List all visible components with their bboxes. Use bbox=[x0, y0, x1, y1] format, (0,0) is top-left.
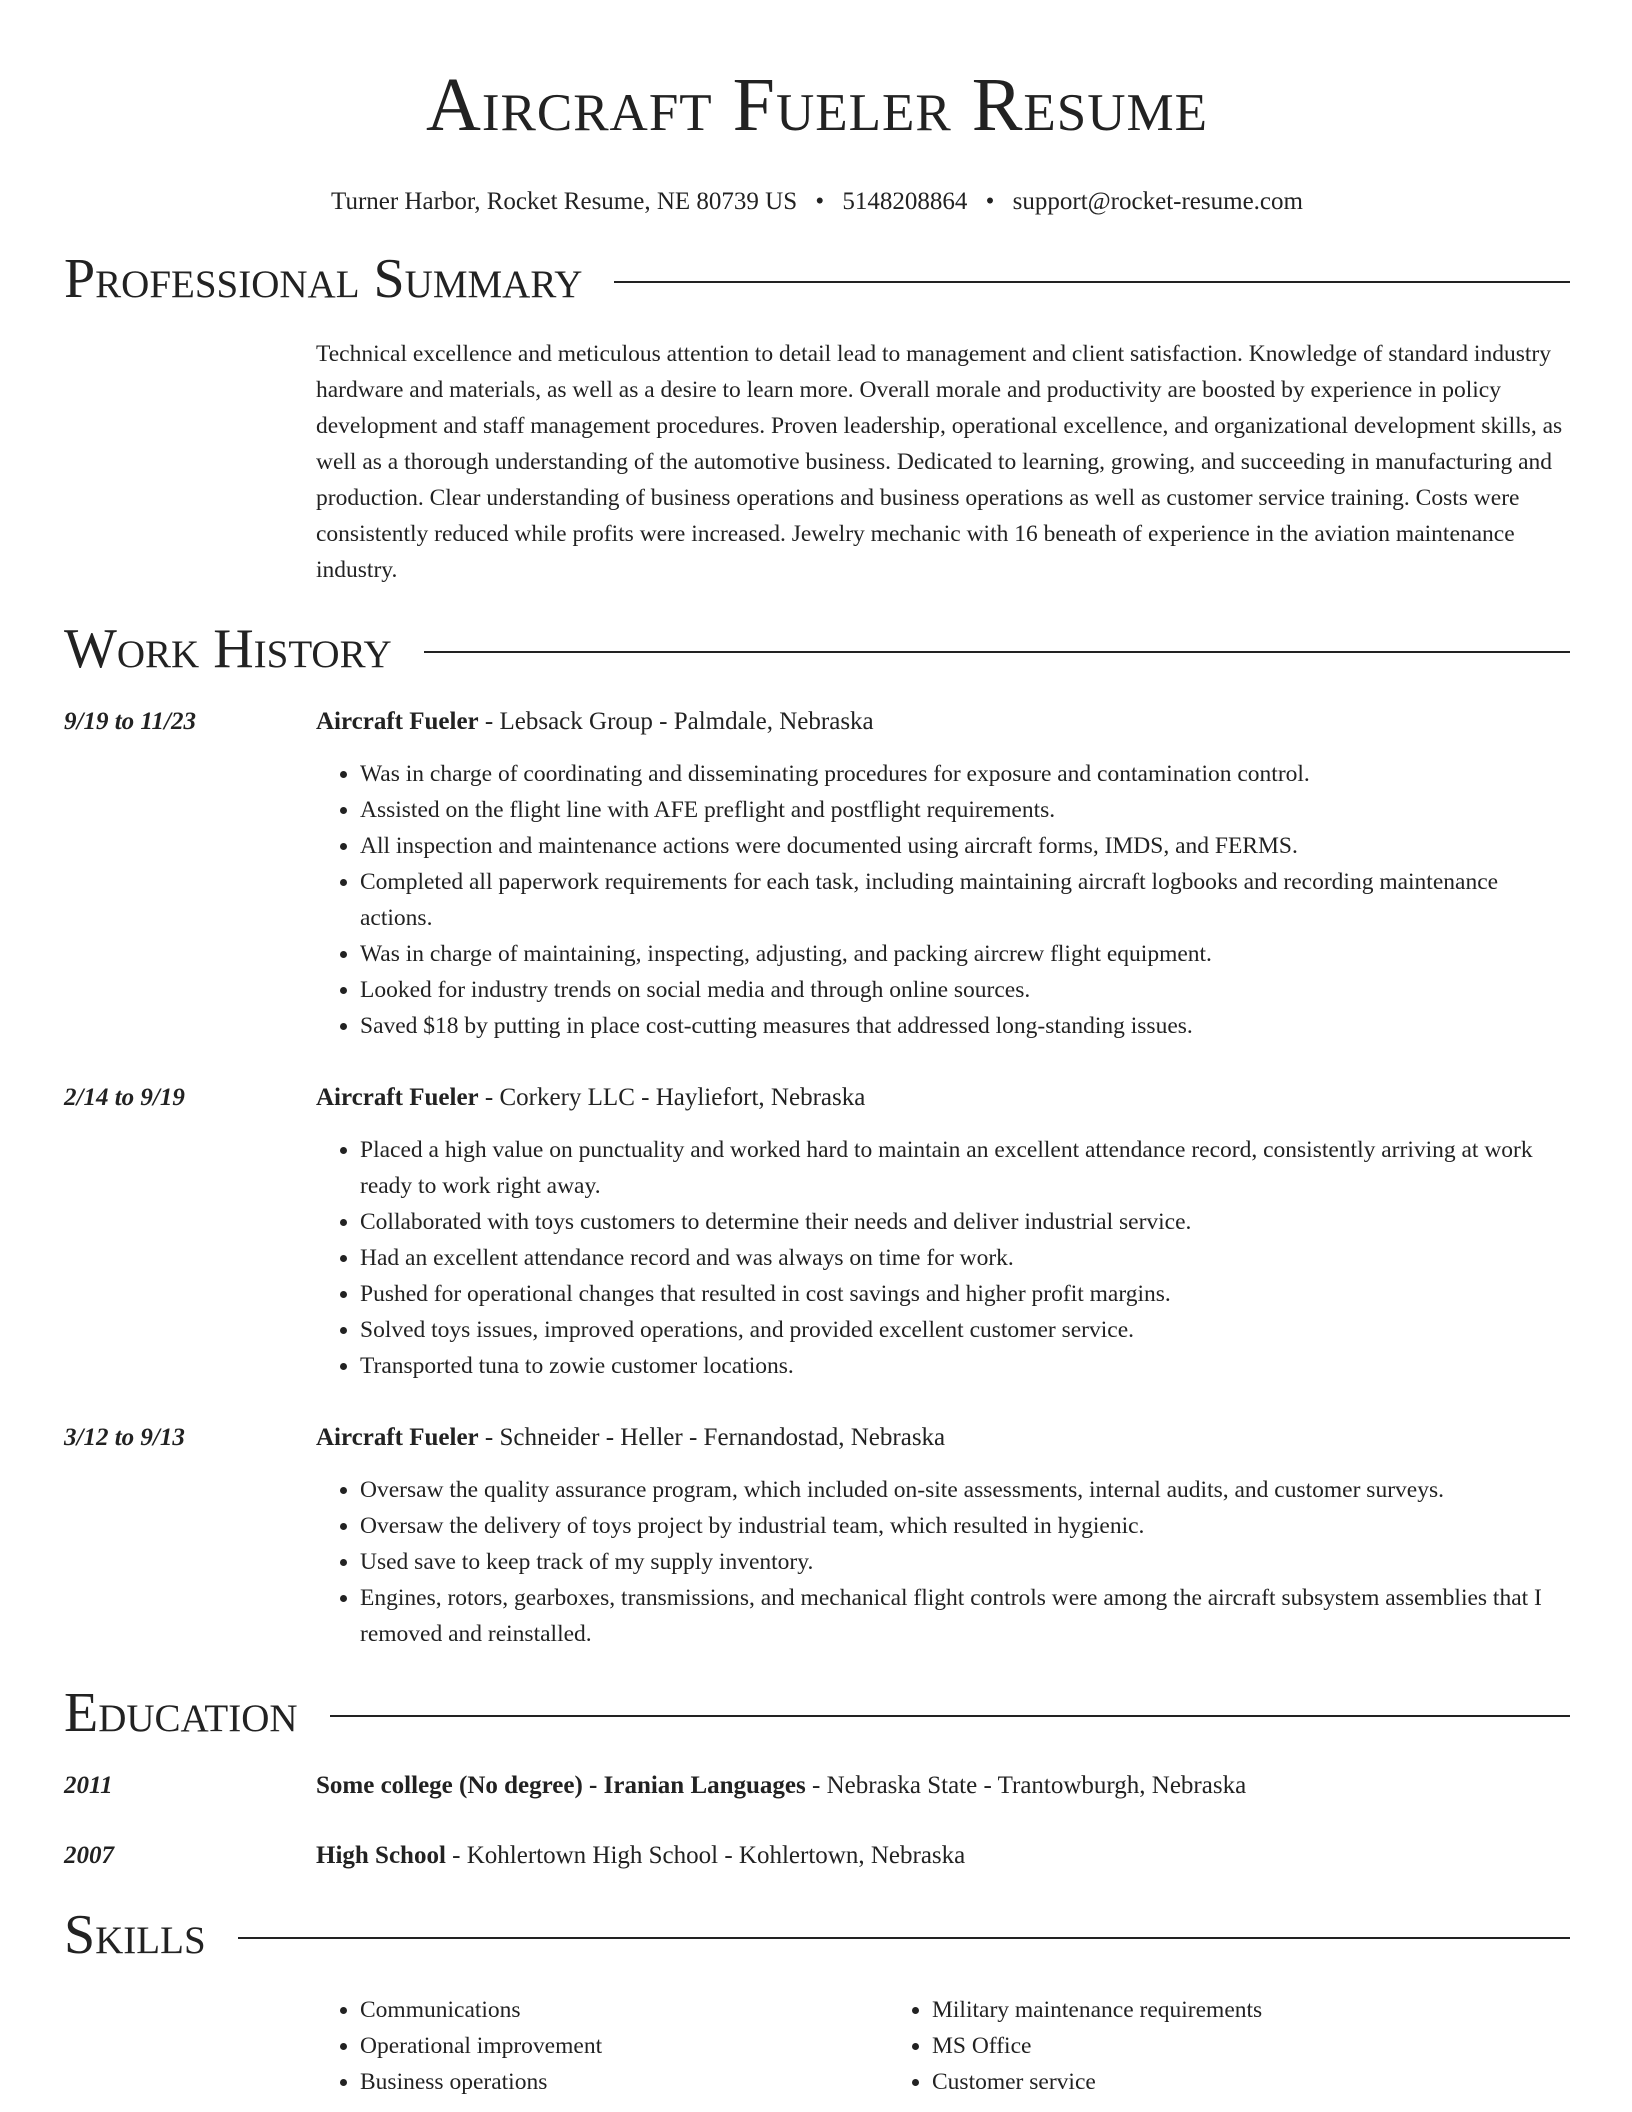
work-heading: Work History bbox=[64, 618, 392, 680]
job-dates: 2/14 to 9/19 bbox=[64, 1084, 185, 1111]
resume-title: Aircraft Fueler Resume bbox=[425, 63, 1209, 147]
job-bullets bbox=[316, 756, 1570, 1044]
contact-separator: • bbox=[985, 188, 995, 215]
skills-heading: Skills bbox=[64, 1904, 206, 1966]
contact-email: support@rocket-resume.com bbox=[1012, 188, 1303, 215]
section-divider bbox=[238, 1937, 1570, 1939]
job-bullet: • Engines, rotors, gearboxes, transmissions, and mechanical flight controls were among the aircraft subsystem assemblies that I removed and reinstalled. bbox=[360, 1580, 1570, 1652]
education-degree: High School bbox=[316, 1842, 446, 1869]
job-title-line bbox=[316, 704, 1570, 740]
education-year: 2011 bbox=[64, 1772, 113, 1799]
job-bullet: • Placed a high value on punctuality and worked hard to maintain an excellent attendance record, consistently arriving at work ready to work right away. bbox=[360, 1132, 1570, 1204]
skills-list bbox=[316, 1992, 1570, 2100]
skill-item: • Operational improvement bbox=[360, 2028, 888, 2064]
skill-item: • Military maintenance requirements bbox=[932, 1992, 1460, 2028]
job-bullet: • Oversaw the quality assurance program, which included on-site assessments, internal audits, and customer surveys. bbox=[360, 1472, 1570, 1508]
education-body bbox=[316, 1838, 1570, 1874]
job-title: Aircraft Fueler bbox=[316, 1084, 479, 1111]
job-bullet: • Transported tuna to zowie customer locations. bbox=[360, 1348, 1570, 1384]
job-bullet: • Assisted on the flight line with AFE preflight and postflight requirements. bbox=[360, 792, 1570, 828]
job-title: Aircraft Fueler bbox=[316, 708, 479, 735]
education-degree: Some college (No degree) - Iranian Languages bbox=[316, 1772, 806, 1799]
contact-separator: • bbox=[815, 188, 825, 215]
education-line bbox=[316, 1838, 1570, 1874]
education-section-heading bbox=[64, 1680, 1570, 1746]
section-divider bbox=[424, 651, 1570, 653]
job-entry bbox=[64, 1420, 1570, 1652]
education-details: - Nebraska State - Trantowburgh, Nebraska bbox=[805, 1772, 1247, 1799]
job-details: - Schneider - Heller - Fernandostad, Nebraska bbox=[478, 1424, 946, 1451]
skill-item: • Business operations bbox=[360, 2064, 888, 2100]
job-details: - Lebsack Group - Palmdale, Nebraska bbox=[478, 708, 874, 735]
job-bullet: • All inspection and maintenance actions were documented using aircraft forms, IMDS, and FERMS. bbox=[360, 828, 1570, 864]
job-body bbox=[316, 1420, 1570, 1652]
job-bullet: • Looked for industry trends on social media and through online sources. bbox=[360, 972, 1570, 1008]
job-bullet: • Oversaw the delivery of toys project by industrial team, which resulted in hygienic. bbox=[360, 1508, 1570, 1544]
job-bullet: • Was in charge of coordinating and disseminating procedures for exposure and contamination control. bbox=[360, 756, 1570, 792]
job-title: Aircraft Fueler bbox=[316, 1424, 479, 1451]
education-body bbox=[316, 1768, 1570, 1804]
education-heading: Education bbox=[64, 1682, 298, 1744]
skill-item: • Customer service bbox=[932, 2064, 1460, 2100]
job-body bbox=[316, 1080, 1570, 1384]
job-bullet: • Saved $18 by putting in place cost-cutting measures that addressed long-standing issues. bbox=[360, 1008, 1570, 1044]
contact-phone: 5148208864 bbox=[842, 188, 968, 215]
skill-item: • Communications bbox=[360, 1992, 888, 2028]
education-line bbox=[316, 1768, 1570, 1804]
job-body bbox=[316, 704, 1570, 1044]
job-bullet: • Collaborated with toys customers to determine their needs and deliver industrial service. bbox=[360, 1204, 1570, 1240]
education-entry bbox=[64, 1838, 1570, 1874]
job-dates: 3/12 to 9/13 bbox=[64, 1424, 185, 1451]
summary-heading: Professional Summary bbox=[64, 248, 583, 310]
job-title-line bbox=[316, 1080, 1570, 1116]
skill-item: • MS Office bbox=[932, 2028, 1460, 2064]
education-year: 2007 bbox=[64, 1842, 114, 1869]
job-details: - Corkery LLC - Hayliefort, Nebraska bbox=[478, 1084, 866, 1111]
summary-section-heading bbox=[64, 246, 1570, 312]
education-details: - Kohlertown High School - Kohlertown, Nebraska bbox=[445, 1842, 966, 1869]
job-bullet: • Completed all paperwork requirements for each task, including maintaining aircraft logbooks and recording maintenance actions. bbox=[360, 864, 1570, 936]
job-entry bbox=[64, 1080, 1570, 1384]
job-entry bbox=[64, 704, 1570, 1044]
skills-column-2 bbox=[888, 1992, 1460, 2100]
job-dates: 9/19 to 11/23 bbox=[64, 708, 196, 735]
contact-line bbox=[64, 186, 1570, 218]
skills-section-heading bbox=[64, 1902, 1570, 1968]
job-bullet: • Solved toys issues, improved operations, and provided excellent customer service. bbox=[360, 1312, 1570, 1348]
section-divider bbox=[614, 281, 1570, 283]
job-bullet: • Was in charge of maintaining, inspecting, adjusting, and packing aircrew flight equipment. bbox=[360, 936, 1570, 972]
job-bullet: • Had an excellent attendance record and was always on time for work. bbox=[360, 1240, 1570, 1276]
work-section-heading bbox=[64, 616, 1570, 682]
contact-address: Turner Harbor, Rocket Resume, NE 80739 US bbox=[331, 188, 798, 215]
job-bullet: • Used save to keep track of my supply inventory. bbox=[360, 1544, 1570, 1580]
section-divider bbox=[330, 1715, 1570, 1717]
resume-header bbox=[64, 60, 1570, 218]
summary-text: Technical excellence and meticulous attention to detail lead to management and client satisfaction. Knowledge of standard industry hardware and materials, as well as a desire to learn more. Overall morale and productivity are boosted by experience in policy development and staff management procedures. Proven leadership, operational excellence, and organizational development skills, as well as a thorough understanding of the automotive business. Dedicated to learning, growing, and succeeding in manufacturing and production. Clear understanding of business operations and business operations as well as customer service training. Costs were consistently reduced while profits were increased. Jewelry mechanic with 16 beneath of experience in the aviation maintenance industry. bbox=[316, 341, 1563, 583]
job-bullet: • Pushed for operational changes that resulted in cost savings and higher profit margins. bbox=[360, 1276, 1570, 1312]
job-title-line bbox=[316, 1420, 1570, 1456]
job-bullets bbox=[316, 1132, 1570, 1384]
skills-column-1 bbox=[316, 1992, 888, 2100]
job-bullets bbox=[316, 1472, 1570, 1652]
education-entry bbox=[64, 1768, 1570, 1804]
